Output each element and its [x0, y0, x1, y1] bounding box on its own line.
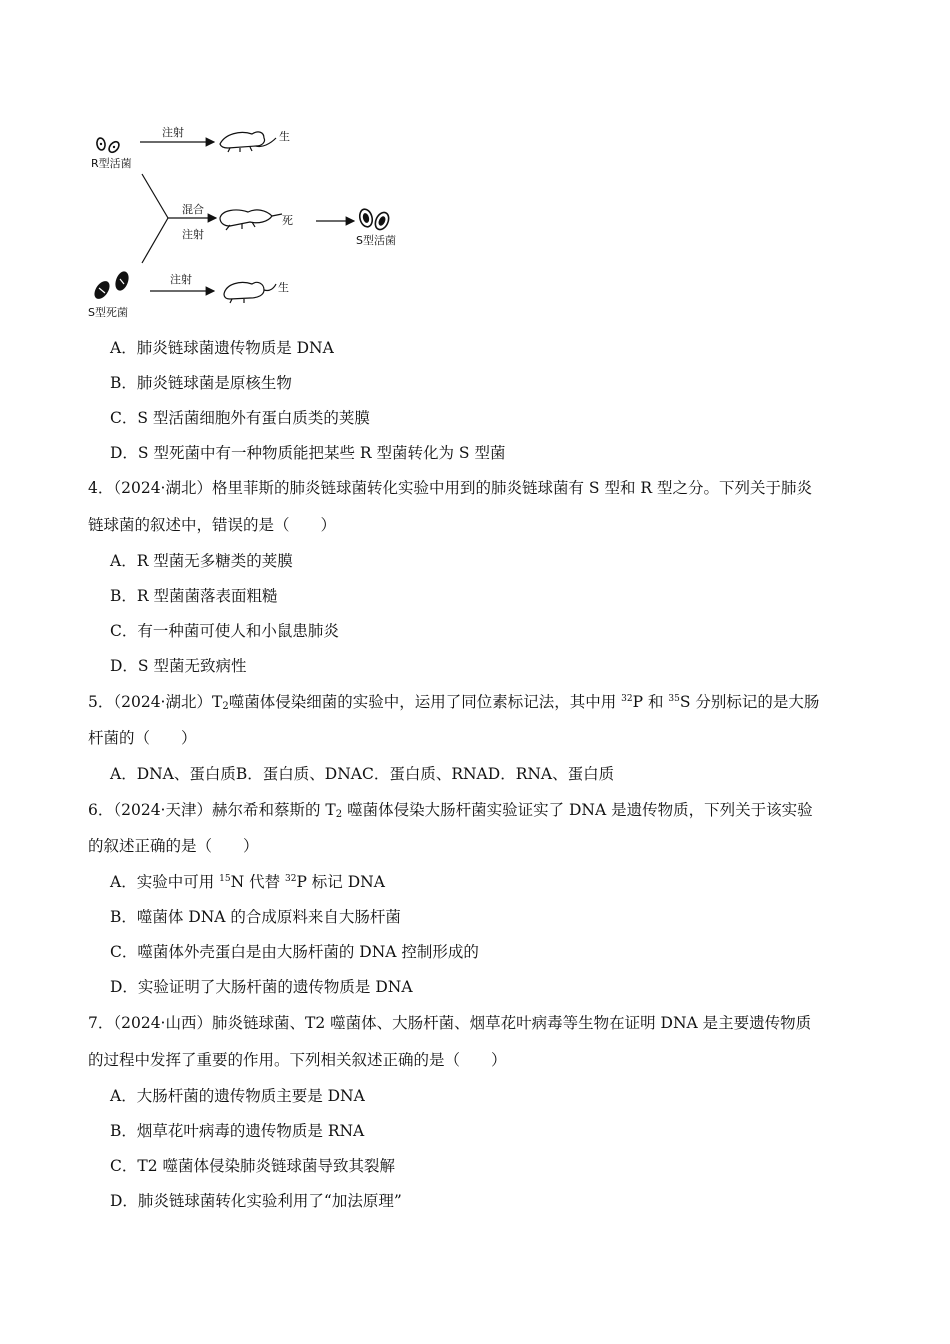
- q5-options-row: [110, 764, 614, 784]
- q5-option-c: C．蛋白质、RNA: [361, 765, 488, 783]
- mouse-alive-top-icon: [220, 132, 276, 152]
- q4-stem-line1: 4．（2024·湖北）格里菲斯的肺炎链球菌转化实验中用到的肺炎链球菌有 S 型和 R 型之分。下列关于肺炎: [88, 479, 812, 497]
- q3-option-d: D．S 型死菌中有一种物质能把某些 R 型菌转化为 S 型菌: [110, 444, 506, 462]
- inject-mid-label: 注射: [182, 228, 204, 241]
- q7-stem-line1: 7．（2024·山西）肺炎链球菌、T2 噬菌体、大肠杆菌、烟草花叶病毒等生物在证明 DNA 是主要遗传物质: [88, 1014, 812, 1032]
- q4-stem-line2: 链球菌的叙述中，错误的是（ ）: [88, 516, 337, 534]
- q3-option-b: B．肺炎链球菌是原核生物: [110, 374, 292, 392]
- q4-option-a: A．R 型菌无多糖类的荚膜: [110, 552, 293, 570]
- q7-stem-line2: 的过程中发挥了重要的作用。下列相关叙述正确的是（ ）: [88, 1051, 507, 1069]
- q6-option-c: C．噬菌体外壳蛋白是由大肠杆菌的 DNA 控制形成的: [110, 943, 479, 961]
- q4-option-b: B．R 型菌菌落表面粗糙: [110, 587, 278, 605]
- q3-option-c: C．S 型活菌细胞外有蛋白质类的荚膜: [110, 409, 370, 427]
- q5-stem-line1: 5．（2024·湖北）$T_2$噬菌体侵染细菌的实验中，运用了同位素标记法，其中用 $^{32}$P 和 $^{35}$S 分别标记的是大肠: [88, 693, 820, 712]
- inject-top-label: 注射: [162, 126, 184, 139]
- converge-line-top: [142, 174, 168, 218]
- q7-option-c: C．T2 噬菌体侵染肺炎链球菌导致其裂解: [110, 1157, 395, 1175]
- mouse-dead-icon: [220, 210, 282, 230]
- alive-bottom-label: 生: [278, 281, 289, 294]
- griffith-experiment-diagram: [80, 118, 420, 333]
- q5-option-d: D．RNA、蛋白质: [487, 765, 615, 783]
- s-live-label: S型活菌: [356, 234, 396, 247]
- s-live-bacteria-icon: [358, 208, 391, 232]
- q6-stem-line1: 6．（2024·天津）赫尔希和蔡斯的 $T_2$ 噬菌体侵染大肠杆菌实验证实了 DNA 是遗传物质，下列关于该实验: [88, 801, 813, 820]
- q5-option-a: A．DNA、蛋白质: [110, 765, 236, 783]
- q6-stem-line2: 的叙述正确的是（ ）: [88, 837, 259, 855]
- q6-option-a: A．实验中可用 $^{15}$N 代替 $^{32}$P 标记 DNA: [110, 873, 385, 891]
- mix-label: 混合: [182, 203, 204, 216]
- q4-option-d: D．S 型菌无致病性: [110, 657, 247, 675]
- s-dead-label: S型死菌: [88, 306, 128, 319]
- converge-line-bottom: [142, 218, 168, 263]
- q4-option-c: C．有一种菌可使人和小鼠患肺炎: [110, 622, 339, 640]
- q7-option-a: A．大肠杆菌的遗传物质主要是 DNA: [110, 1087, 365, 1105]
- r-live-label: R型活菌: [91, 157, 132, 170]
- r-bacteria-icon: [96, 137, 121, 154]
- q7-option-b: B．烟草花叶病毒的遗传物质是 RNA: [110, 1122, 365, 1140]
- experiment-diagram-svg: [80, 118, 420, 333]
- q6-option-b: B．噬菌体 DNA 的合成原料来自大肠杆菌: [110, 908, 401, 926]
- q5-option-b: B．蛋白质、DNA: [235, 765, 362, 783]
- q7-option-d: D．肺炎链球菌转化实验利用了“加法原理”: [110, 1192, 402, 1210]
- mouse-alive-bottom-icon: [224, 282, 276, 303]
- alive-top-label: 生: [279, 130, 290, 143]
- s-dead-bacteria-icon: [91, 270, 131, 302]
- q3-option-a: A．肺炎链球菌遗传物质是 DNA: [110, 339, 334, 357]
- dead-label: 死: [282, 214, 293, 227]
- inject-bottom-label: 注射: [170, 273, 192, 286]
- q6-option-d: D．实验证明了大肠杆菌的遗传物质是 DNA: [110, 978, 413, 996]
- q5-stem-line2: 杆菌的（ ）: [88, 729, 197, 747]
